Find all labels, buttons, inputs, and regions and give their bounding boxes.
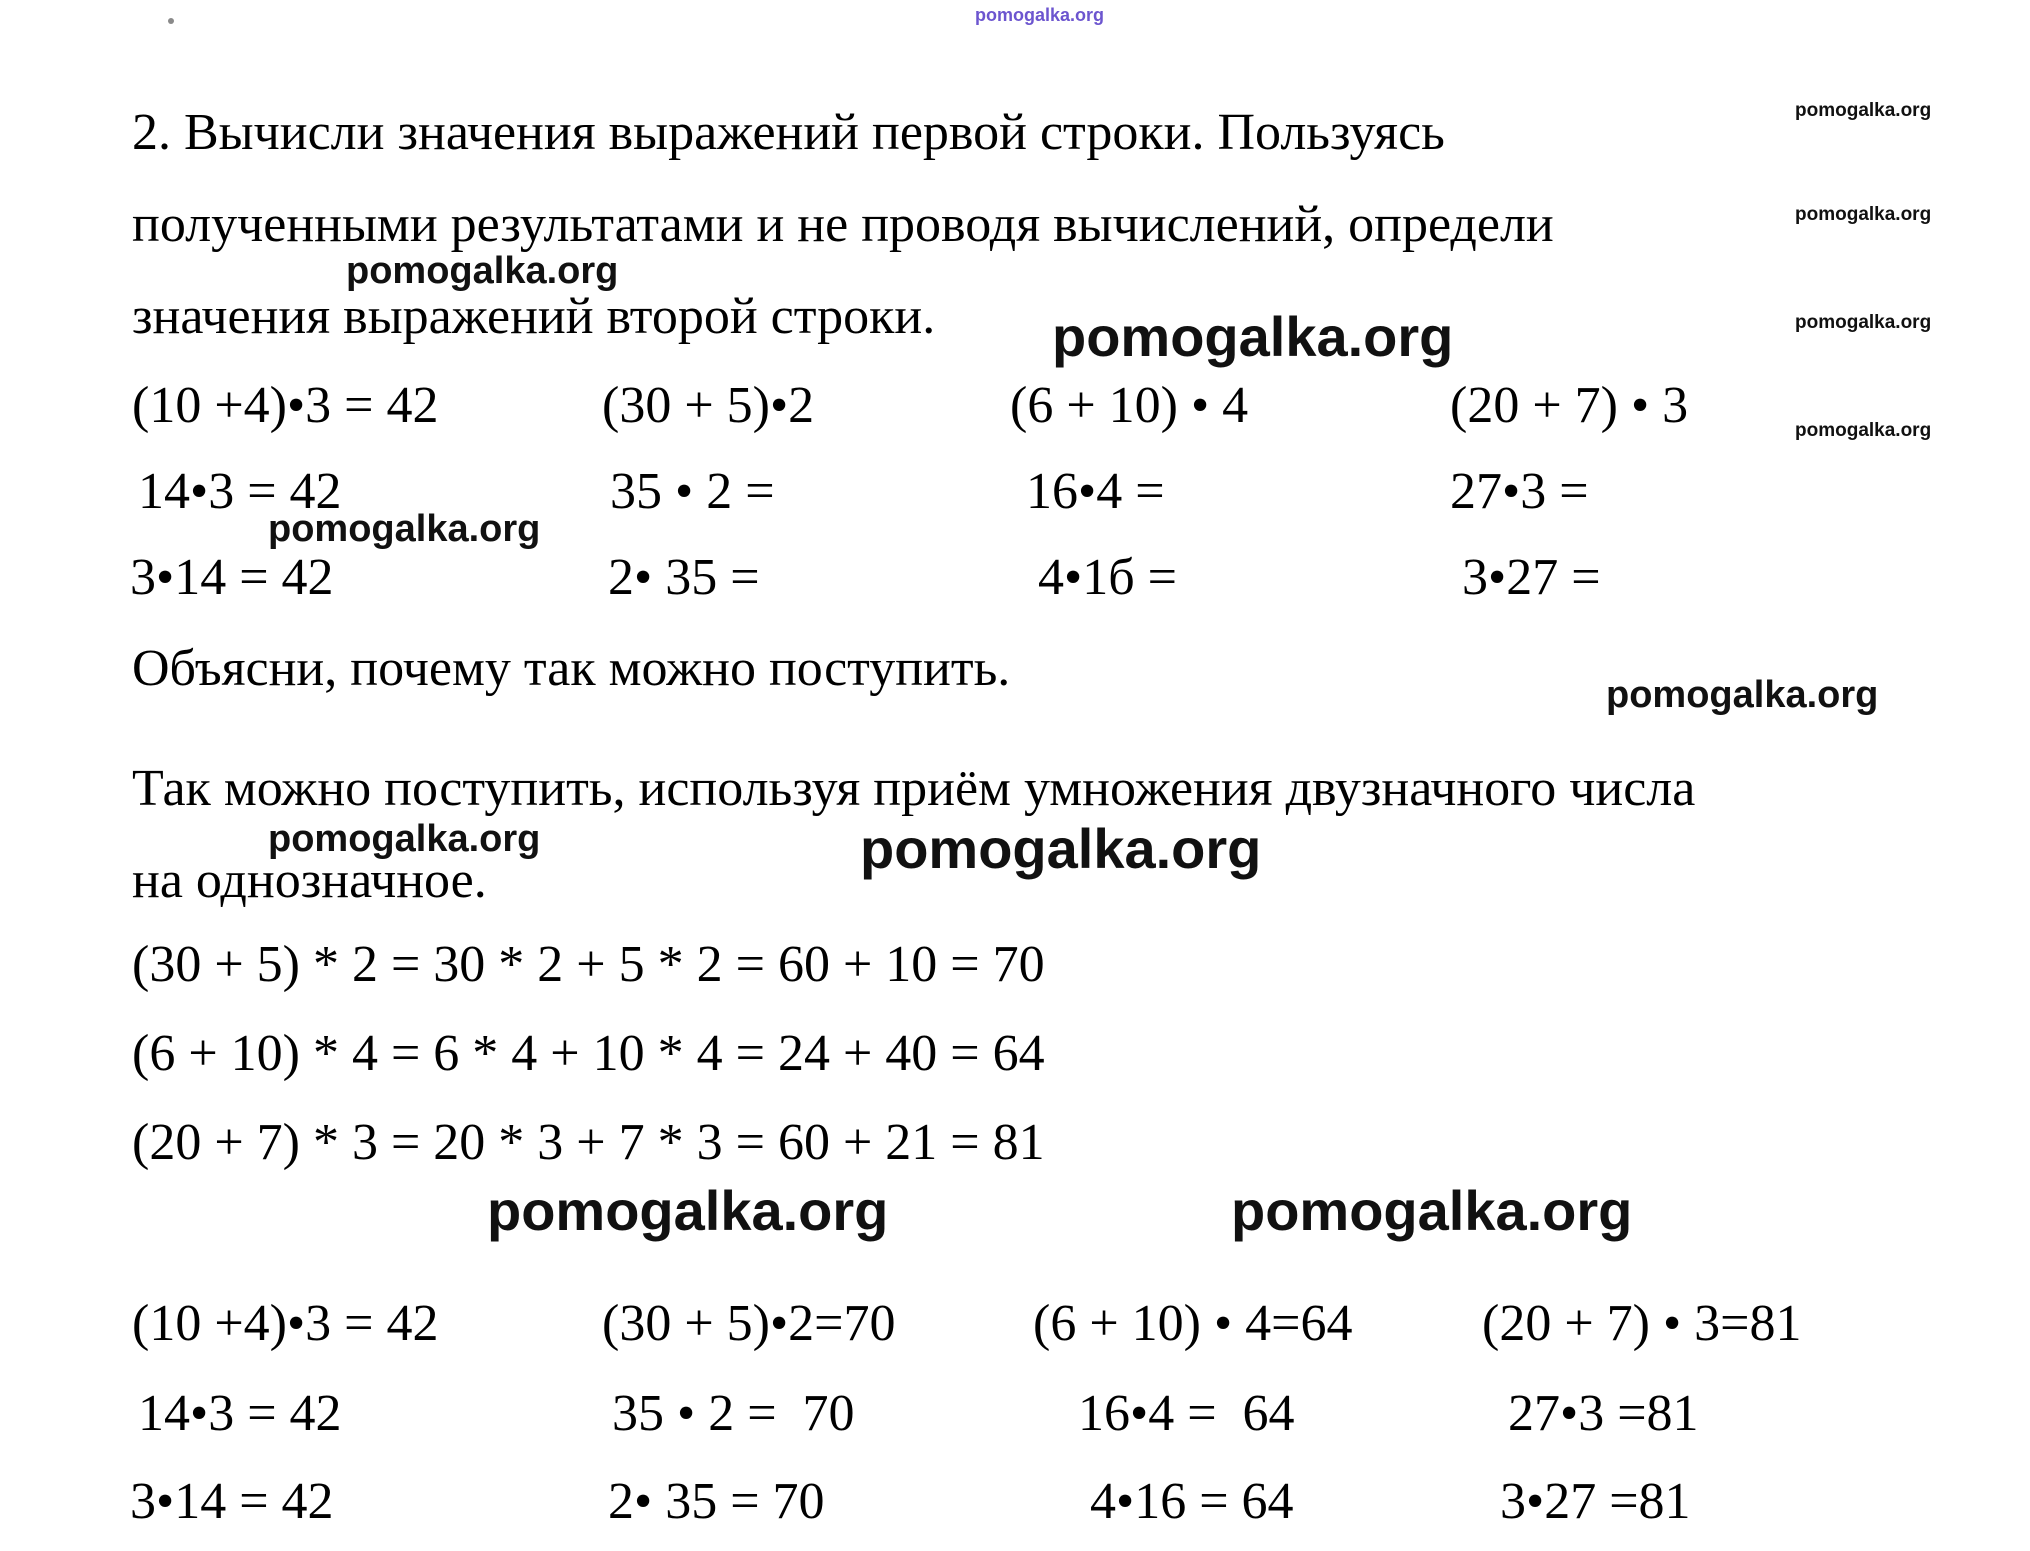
expression-cell: (20 + 7) • 3 <box>1450 377 1689 434</box>
problem-line-3: значения выражений второй строки. <box>132 288 936 345</box>
watermark-large-2: pomogalka.org <box>860 817 1262 880</box>
expression-cell: (30 + 5)•2 <box>602 377 815 434</box>
scan-artifact-dot <box>168 18 174 24</box>
result-cell: 16•4 = 64 <box>1078 1385 1295 1442</box>
expression-cell: 27•3 = <box>1450 463 1589 520</box>
expression-cell: (6 + 10) • 4 <box>1010 377 1249 434</box>
watermark-large-1: pomogalka.org <box>1052 305 1454 368</box>
watermark-inline-3: pomogalka.org <box>1606 674 1879 716</box>
result-cell: 14•3 = 42 <box>138 1385 342 1442</box>
result-cell: 35 • 2 = 70 <box>612 1385 855 1442</box>
result-cell: 3•27 =81 <box>1500 1473 1691 1530</box>
expression-cell: 4•1б = <box>1038 549 1177 606</box>
expression-cell: 14•3 = 42 <box>138 463 342 520</box>
problem-line-2: полученными результатами и не проводя вычислений, определи <box>132 196 1554 253</box>
answer-line-1: Так можно поступить, используя приём умножения двузначного числа <box>132 760 1696 817</box>
watermark-right-2: pomogalka.org <box>1795 204 1932 225</box>
expression-cell: 35 • 2 = <box>610 463 775 520</box>
watermark-inline-1: pomogalka.org <box>346 250 619 292</box>
watermark-large-4: pomogalka.org <box>1231 1179 1633 1242</box>
solution-line-3: (20 + 7) * 3 = 20 * 3 + 7 * 3 = 60 + 21 = 81 <box>132 1114 1045 1171</box>
expression-cell: 3•14 = 42 <box>130 549 334 606</box>
result-cell: (6 + 10) • 4=64 <box>1033 1295 1353 1352</box>
result-cell: 27•3 =81 <box>1508 1385 1699 1442</box>
watermark-large-3: pomogalka.org <box>487 1179 889 1242</box>
result-cell: 2• 35 = 70 <box>608 1473 825 1530</box>
expression-cell: 16•4 = <box>1026 463 1165 520</box>
solution-line-2: (6 + 10) * 4 = 6 * 4 + 10 * 4 = 24 + 40 = 64 <box>132 1025 1045 1082</box>
watermark-right-4: pomogalka.org <box>1795 420 1932 441</box>
watermark-inline-4: pomogalka.org <box>268 818 541 860</box>
expression-cell: (10 +4)•3 = 42 <box>132 377 439 434</box>
solution-line-1: (30 + 5) * 2 = 30 * 2 + 5 * 2 = 60 + 10 = 70 <box>132 936 1045 993</box>
watermark-top: pomogalka.org <box>975 5 1105 25</box>
result-cell: (30 + 5)•2=70 <box>602 1295 896 1352</box>
expression-cell: 3•27 = <box>1462 549 1601 606</box>
expression-cell: 2• 35 = <box>608 549 760 606</box>
result-cell: 3•14 = 42 <box>130 1473 334 1530</box>
result-cell: (20 + 7) • 3=81 <box>1482 1295 1802 1352</box>
problem-line-1: 2. Вычисли значения выражений первой строки. Пользуясь <box>132 104 1445 161</box>
watermark-right-3: pomogalka.org <box>1795 312 1932 333</box>
result-cell: (10 +4)•3 = 42 <box>132 1295 439 1352</box>
result-cell: 4•16 = 64 <box>1090 1473 1294 1530</box>
explain-prompt: Объясни, почему так можно поступить. <box>132 640 1011 697</box>
watermark-inline-2: pomogalka.org <box>268 508 541 550</box>
watermark-right-1: pomogalka.org <box>1795 100 1932 121</box>
answer-line-2: на однозначное. <box>132 852 487 909</box>
